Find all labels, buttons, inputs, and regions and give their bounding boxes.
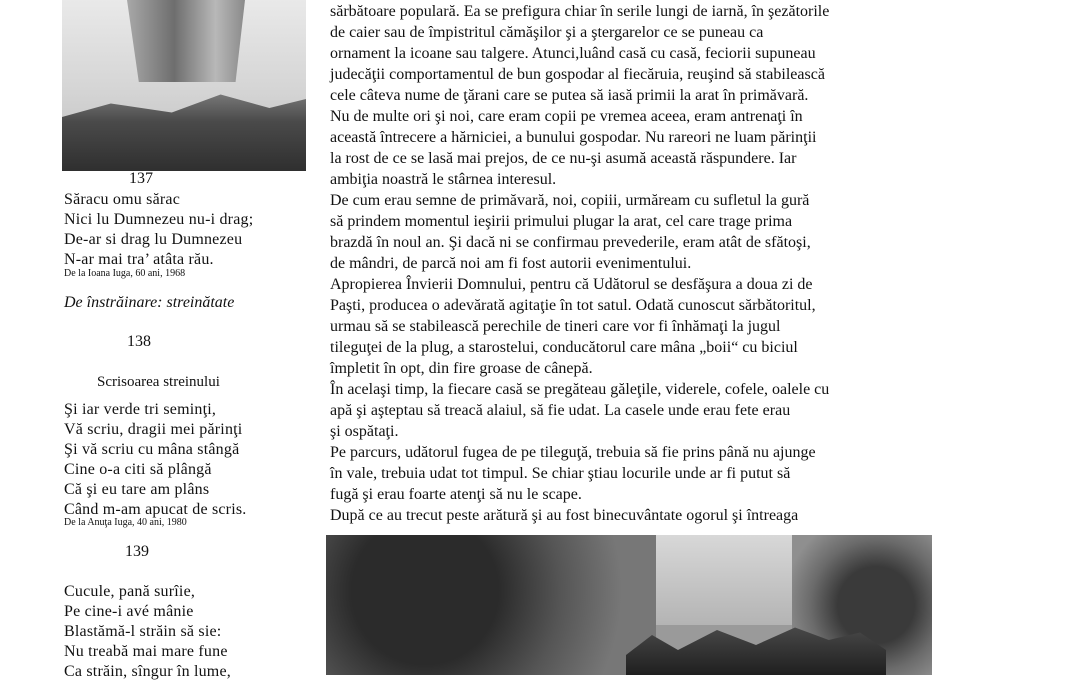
prose-line: După ce au trecut peste arătură şi au fost binecuvântate ogorul şi întreaga: [330, 507, 799, 524]
top-photograph: [62, 0, 306, 171]
poem-138-line: Şi vă scriu cu mâna stângă: [64, 441, 240, 458]
prose-line: Pe parcurs, udătorul fugea de pe tileguţă, trebuia să fie prins până nu ajunge: [330, 444, 816, 461]
prose-line: fugă şi erau foarte atenţi să nu le scape.: [330, 486, 582, 503]
poem-138-title: Scrisoarea streinului: [97, 374, 220, 390]
prose-line: Apropierea Învierii Domnului, pentru că Udătorul se desfăşura a doua zi de: [330, 276, 813, 293]
poem-138-line: Vă scriu, dragii mei părinţi: [64, 421, 243, 438]
bottom-photograph: [326, 535, 932, 675]
prose-text: [330, 1, 934, 526]
poem-139-line: Ca străin, sîngur în lume,: [64, 663, 231, 680]
prose-line: de caier sau de împistritul cămăşilor şi a ştergarelor ce se puneau ca: [330, 24, 764, 41]
photo-ground-shape: [62, 81, 306, 171]
poem-139-line: Cucule, pană surîie,: [64, 583, 196, 600]
prose-line: Nu de multe ori şi noi, care eram copii pe vremea aceea, eram antrenaţi în: [330, 108, 803, 125]
poem-139-line: Pe cine-i avé mânie: [64, 603, 194, 620]
prose-line: judecăţii comportamentul de bun gospodar al fiecăruia, reuşind să stabilească: [330, 66, 825, 83]
prose-line: în vale, trebuia udat tot timpul. Se chiar ştiau locurile unde ar fi putut să: [330, 465, 791, 482]
poem-139-number: 139: [125, 543, 149, 560]
poem-137-line: Săracu omu sărac: [64, 191, 181, 208]
prose-line: De cum erau semne de primăvară, noi, copiii, urmăream cu sufletul la gură: [330, 192, 810, 209]
prose-line: să prindem momentul ieşirii primului plugar la arat, cel care trage prima: [330, 213, 793, 230]
poem-138-line: Că şi eu tare am plâns: [64, 481, 210, 498]
photo-tree-left: [326, 535, 656, 675]
prose-line: ornament la icoane sau talgere. Atunci,luând casă cu casă, feciorii supuneau: [330, 45, 816, 62]
poem-137-source: De la Ioana Iuga, 60 ani, 1968: [64, 268, 186, 279]
prose-line: şi ospătaţi.: [330, 423, 399, 440]
poem-138-source: De la Anuţa Iuga, 40 ani, 1980: [64, 517, 187, 528]
poem-139-line: Nu treabă mai mare fune: [64, 643, 228, 660]
poem-138-line: Cine o-a citi să plângă: [64, 461, 212, 478]
prose-line: În acelaşi timp, la fiecare casă se pregăteau găleţile, viderele, cofele, oalele cu: [330, 381, 830, 398]
prose-line: tileguţei de la plug, a starostelui, conducătorul care mâna „boii“ cu biciul: [330, 339, 798, 356]
poem-139-line: Blastămă-l străin să sie:: [64, 623, 222, 640]
poem-137-line: N-ar mai tra’ atâta rău.: [64, 251, 214, 268]
poem-138-line: Când m-am apucat de scris.: [64, 501, 247, 518]
poem-138-number: 138: [127, 333, 151, 350]
prose-line: brazdă în noul an. Şi dacă ni se confirmau prevederile, eram atât de sfătoşi,: [330, 234, 811, 251]
prose-line: sărbătoare populară. Ea se prefigura chiar în serile lungi de iarnă, în şezătorile: [330, 3, 830, 20]
prose-line: împletit în opt, din fire groase de cânepă.: [330, 360, 593, 377]
prose-line: apă şi aşteptau să treacă alaiul, să fie udat. La casele unde erau fete erau: [330, 402, 791, 419]
prose-line: ambiţia noastră le stârnea interesul.: [330, 171, 557, 188]
prose-line: la rost de ce se lasă mai prejos, de ce nu-şi asumă această răspundere. Iar: [330, 150, 797, 167]
prose-line: această întrecere a hărniciei, a bunului gospodar. Nu rareori ne luam părinţii: [330, 129, 817, 146]
poem-138-line: Şi iar verde tri seminţi,: [64, 401, 217, 418]
prose-line: de mândri, de parcă noi am fi fost autorii evenimentului.: [330, 255, 692, 272]
prose-line: cele câteva nume de ţărani care se putea să iasă primii la arat în primăvară.: [330, 87, 809, 104]
poem-137-line: Nici lu Dumnezeu nu-i drag;: [64, 211, 254, 228]
prose-line: Paşti, producea o adevărată agitaţie în tot satul. Odată cunoscut sărbătoritul,: [330, 297, 816, 314]
section-heading: De înstrăinare: streinătate: [64, 294, 235, 311]
poem-137-line: De-ar si drag lu Dumnezeu: [64, 231, 243, 248]
poem-137-number: 137: [129, 170, 153, 187]
prose-line: urmau să se stabilească perechile de tineri care vor fi înhămaţi la jugul: [330, 318, 781, 335]
photo-cloth-shape: [127, 0, 245, 82]
